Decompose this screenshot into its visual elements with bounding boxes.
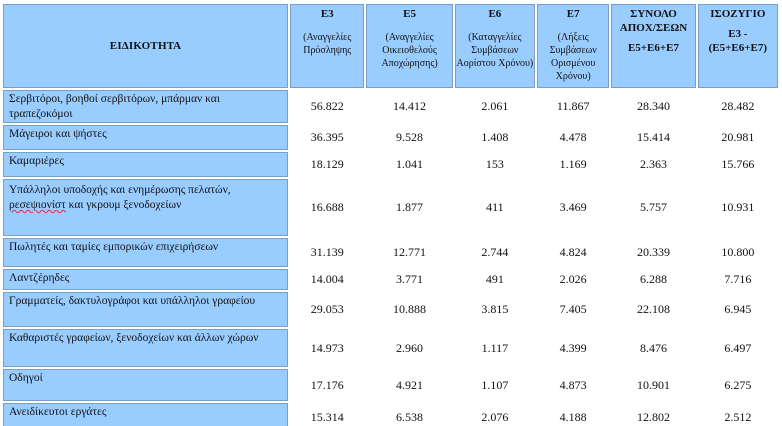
row-label: Γραμματείς, δακτυλογράφοι και υπάλληλοι γραφείου [3,292,288,327]
cell-e3: 16.688 [290,179,364,236]
cell-e3: 18.129 [290,152,364,177]
table-row [3,152,778,177]
cell-e5: 6.538 [366,403,452,426]
row-label: Πωλητές και ταμίες εμπορικών επιχειρήσεων [3,238,288,267]
cell-e3: 17.176 [290,369,364,401]
employment-flows-table [1,2,780,426]
cell-e3: 14.973 [290,329,364,367]
cell-balance: 7.716 [698,269,778,290]
table-row [3,292,778,327]
cell-total: 15.414 [611,125,695,150]
cell-balance: 6.945 [698,292,778,327]
cell-total: 2.363 [611,152,695,177]
row-label: Καμαριέρες [3,152,288,177]
cell-e6: 2.061 [455,90,535,123]
misspelled-word: ρεσεψιονίστ [9,199,66,211]
cell-balance: 6.275 [698,369,778,401]
row-label: Οδηγοί [3,369,288,401]
table-row [3,403,778,426]
cell-e3: 15.314 [290,403,364,426]
cell-total: 12.802 [611,403,695,426]
header-e6: Ε6 (Καταγγελίες Συμβάσεων Αορίστου Χρόνου) [455,4,535,88]
cell-balance: 10.931 [698,179,778,236]
header-e5: Ε5 (Αναγγελίες Οικειοθελούς Αποχώρησης) [366,4,452,88]
cell-e7: 1.169 [537,152,609,177]
header-e7: Ε7 (Λήξεις Συμβάσεων Ορισμένου Χρόνου) [537,4,609,88]
row-label: Μάγειροι και ψήστες [3,125,288,150]
table-row [3,269,778,290]
cell-e7: 7.405 [537,292,609,327]
cell-e5: 4.921 [366,369,452,401]
cell-e7: 4.399 [537,329,609,367]
cell-e6: 491 [455,269,535,290]
header-total-departures: ΣΥΝΟΛΟ ΑΠΟΧ/ΣΕΩΝ Ε5+Ε6+Ε7 [611,4,695,88]
header-balance: ΙΣΟΖΥΓΙΟ Ε3 - (Ε5+Ε6+Ε7) [698,4,778,88]
cell-e5: 10.888 [366,292,452,327]
cell-e6: 2.744 [455,238,535,267]
cell-e5: 1.041 [366,152,452,177]
cell-e5: 1.877 [366,179,452,236]
cell-e6: 1.117 [455,329,535,367]
cell-e7: 2.026 [537,269,609,290]
table-row [3,238,778,267]
cell-e6: 1.107 [455,369,535,401]
cell-balance: 20.981 [698,125,778,150]
cell-balance: 15.766 [698,152,778,177]
row-label: Σερβιτόροι, βοηθοί σερβιτόρων, μπάρμαν και τραπεζοκόμοι [3,90,288,123]
cell-e3: 56.822 [290,90,364,123]
cell-balance: 2.512 [698,403,778,426]
row-label: Καθαριστές γραφείων, ξενοδοχείων και άλλων χώρων [3,329,288,367]
cell-e3: 29.053 [290,292,364,327]
cell-total: 8.476 [611,329,695,367]
cell-e6: 411 [455,179,535,236]
table-row [3,329,778,367]
cell-total: 22.108 [611,292,695,327]
cell-e3: 36.395 [290,125,364,150]
cell-e5: 2.960 [366,329,452,367]
cell-balance: 28.482 [698,90,778,123]
cell-balance: 6.497 [698,329,778,367]
statistics-table-container [1,2,780,426]
cell-total: 5.757 [611,179,695,236]
cell-e6: 3.815 [455,292,535,327]
cell-e7: 4.478 [537,125,609,150]
cell-total: 28.340 [611,90,695,123]
cell-e5: 12.771 [366,238,452,267]
cell-e6: 153 [455,152,535,177]
cell-e5: 14.412 [366,90,452,123]
table-row [3,125,778,150]
header-e3: Ε3 (Αναγγελίες Πρόσληψης [290,4,364,88]
row-label: Ανειδίκευτοι εργάτες [3,403,288,426]
cell-e7: 4.824 [537,238,609,267]
cell-e6: 1.408 [455,125,535,150]
cell-total: 20.339 [611,238,695,267]
cell-e7: 11.867 [537,90,609,123]
cell-e7: 3.469 [537,179,609,236]
cell-e6: 2.076 [455,403,535,426]
row-label: Λαντζέρηδες [3,269,288,290]
cell-total: 6.288 [611,269,695,290]
table-row [3,179,778,236]
cell-e7: 4.873 [537,369,609,401]
cell-e5: 3.771 [366,269,452,290]
header-row [3,4,778,88]
table-row [3,90,778,123]
table-row [3,369,778,401]
cell-e3: 31.139 [290,238,364,267]
cell-e3: 14.004 [290,269,364,290]
cell-e7: 4.188 [537,403,609,426]
cell-total: 10.901 [611,369,695,401]
cell-balance: 10.800 [698,238,778,267]
row-label: Υπάλληλοι υποδοχής και ενημέρωσης πελατών, ρεσεψιονίστ και γκρουμ ξενοδοχείων [3,179,288,236]
header-specialty: ΕΙΔΙΚΟΤΗΤΑ [3,4,288,88]
cell-e5: 9.528 [366,125,452,150]
